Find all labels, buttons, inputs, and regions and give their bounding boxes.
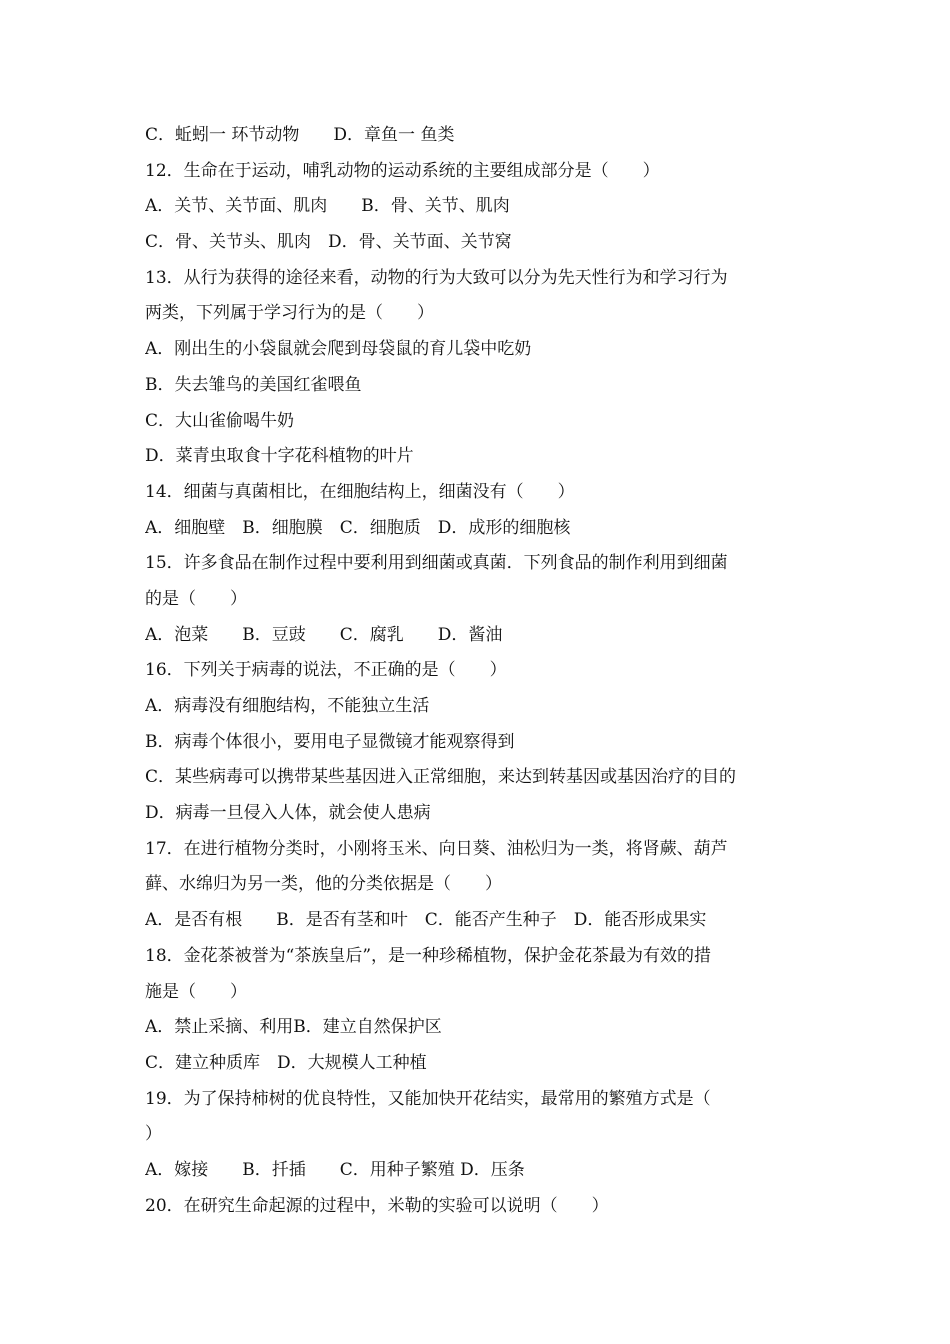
text-line: A．刚出生的小袋鼠就会爬到母袋鼠的育儿袋中吃奶 [145,339,532,360]
question-text-block [145,118,815,1224]
text-line: ） [145,1124,162,1145]
text-line: 的是（ ） [145,588,247,609]
text-line: 18．金花茶被誉为“茶族皇后”，是一种珍稀植物，保护金花茶最为有效的措 [145,945,712,966]
text-line: C．蚯蚓一 环节动物 D．章鱼一 鱼类 [145,125,455,145]
text-line: A．禁止采摘、利用B．建立自然保护区 [145,1017,442,1038]
text-line: 17．在进行植物分类时，小刚将玉米、向日葵、油松归为一类，将肾蕨、葫芦 [145,838,728,859]
text-line: 20．在研究生命起源的过程中，米勒的实验可以说明（ ） [145,1195,609,1216]
text-line: B．失去雏鸟的美国红雀喂鱼 [145,374,362,395]
text-line: C．某些病毒可以携带某些基因进入正常细胞，来达到转基因或基因治疗的目的 [145,767,737,788]
text-line: B．病毒个体很小，要用电子显微镜才能观察得到 [145,731,515,752]
text-line: D．病毒一旦侵入人体，就会使人患病 [145,803,431,824]
text-line: A．泡菜 B．豆豉 C．腐乳 D．酱油 [145,624,503,645]
text-line: A．是否有根 B．是否有茎和叶 C．能否产生种子 D．能否形成果实 [145,910,707,931]
text-line: C．建立种质库 D．大规模人工种植 [145,1052,427,1073]
text-line: A．关节、关节面、肌肉 B．骨、关节、肌肉 [145,196,510,217]
text-line: 13．从行为获得的途径来看，动物的行为大致可以分为先天性行为和学习行为 [145,267,728,288]
text-line: 16．下列关于病毒的说法，不正确的是（ ） [145,660,507,681]
text-line: A．病毒没有细胞结构，不能独立生活 [145,696,430,716]
text-line: 14．细菌与真菌相比，在细胞结构上，细菌没有（ ） [145,481,575,502]
text-line: A．细胞壁 B．细胞膜 C．细胞质 D．成形的细胞核 [145,517,571,538]
text-line: 12．生命在于运动，哺乳动物的运动系统的主要组成部分是（ ） [145,160,660,181]
text-line: 两类，下列属于学习行为的是（ ） [145,303,434,324]
text-line: A．嫁接 B．扦插 C．用种子繁殖 D．压条 [145,1159,525,1180]
text-line: C．大山雀偷喝牛奶 [145,410,295,431]
text-line: 15．许多食品在制作过程中要利用到细菌或真菌．下列食品的制作利用到细菌 [145,553,728,574]
text-line: 藓、水绵归为另一类，他的分类依据是（ ） [145,874,502,895]
text-line: 施是（ ） [145,981,247,1002]
text-line: C．骨、关节头、肌肉 D．骨、关节面、关节窝 [145,232,512,253]
text-line: 19．为了保持柿树的优良特性，又能加快开花结实，最常用的繁殖方式是（ [145,1088,711,1109]
text-line: D．菜青虫取食十字花科植物的叶片 [145,446,414,467]
